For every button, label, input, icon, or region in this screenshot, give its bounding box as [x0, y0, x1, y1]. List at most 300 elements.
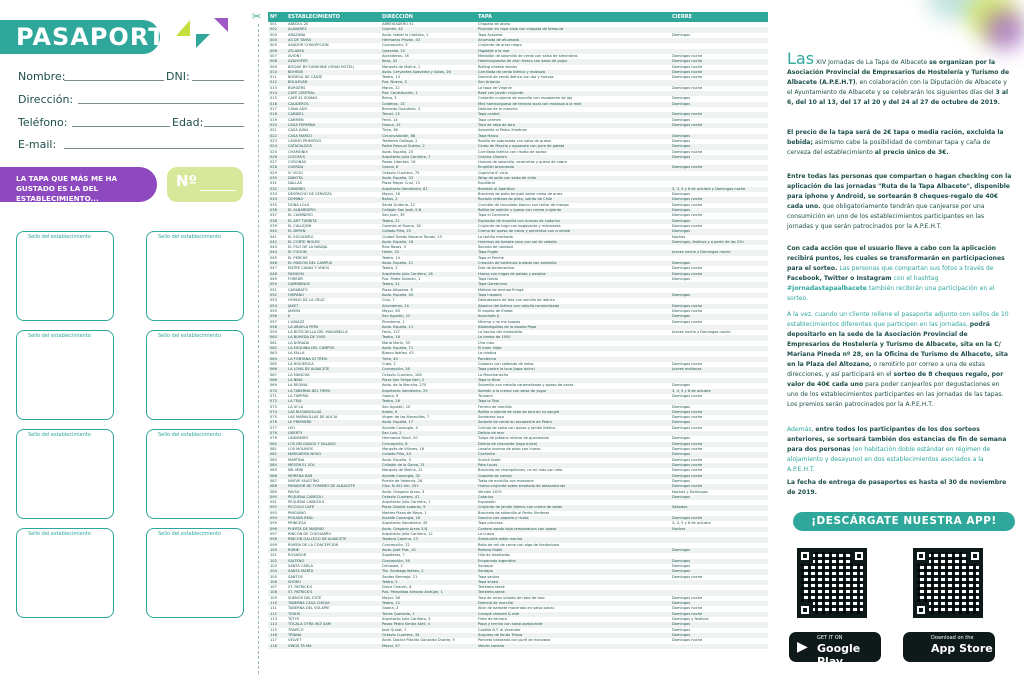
cell-establishment: ARAZANA	[288, 32, 306, 37]
seal-box[interactable]	[16, 330, 114, 420]
cell-establishment: LINDMEIRO	[288, 436, 309, 441]
cell-tapa: Volcán canario	[478, 643, 505, 648]
cell-tapa: Rodillo de sobrasada con salsa de queso	[478, 138, 551, 143]
cell-number: 019	[270, 117, 277, 122]
cell-address: Octavio Cuartero, 34	[382, 632, 420, 637]
cell-tapa: El espeto de Eneba	[478, 308, 513, 313]
seal-label: Sello del establecimiento	[28, 234, 91, 240]
cell-tapa: Crema de queso de cabra y pimientos con crumble	[478, 229, 570, 234]
cell-closing: Domingos noche	[672, 611, 703, 616]
cell-establishment: AZAHOFÉR	[288, 59, 308, 64]
cell-number: 037	[270, 213, 277, 218]
cell-closing: Domingos noche	[672, 425, 703, 430]
cell-establishment: DAKOTA	[288, 176, 303, 181]
cell-address: San Agustín, 12	[382, 314, 411, 319]
cell-address: Concepción, 26	[382, 558, 410, 563]
cell-establishment: ATLANTA	[288, 48, 304, 53]
cell-tapa: Tapa la Nina	[478, 377, 500, 382]
decorative-triangle	[214, 18, 228, 32]
cell-number: 012	[270, 80, 277, 85]
cell-establishment: L'ARIAZZ	[288, 319, 305, 324]
cell-tapa: Tapa Marco	[478, 133, 499, 138]
cell-establishment: VINOS TA MA	[288, 643, 312, 648]
cell-number: 032	[270, 186, 277, 191]
cell-number: 025	[270, 149, 277, 154]
cell-tapa: Tapa la Teja	[478, 399, 499, 404]
cell-tapa: Rosé con jamón crujiente	[478, 91, 524, 96]
cell-address: Ctra. N-301 km. 251	[382, 484, 419, 489]
cell-tapa: Gancho con papada y ricota	[478, 516, 529, 521]
cell-establishment: CARMEN	[288, 117, 304, 122]
cell-tapa: Una más	[478, 340, 494, 345]
cell-number: 084	[270, 462, 277, 467]
cell-address: Alcanderos, 16	[382, 53, 409, 58]
cell-establishment: NUEVE FAUSTINO	[288, 478, 320, 483]
cell-establishment: LE PREMIERE	[288, 420, 312, 425]
cell-tapa: Tarteleta-steak	[478, 585, 505, 590]
cell-tapa: Ferrero de morcilla	[478, 404, 512, 409]
cell-tapa: Tapa Gambrinus	[478, 282, 508, 287]
cell-closing: Jueves mañanas	[672, 367, 702, 372]
info-panel	[787, 0, 1024, 685]
cell-closing: Domingos noche	[672, 69, 703, 74]
cell-closing: Domingos noche	[672, 362, 703, 366]
seal-box[interactable]	[16, 231, 114, 321]
cell-tapa: La tortilla mechada	[478, 234, 513, 239]
cell-tapa: Brocheta de solomillo al Pedro Ximénez	[478, 510, 550, 515]
intro-rest: XIV Jornadas de La Tapa de Albacete	[816, 59, 928, 66]
cell-number: 001	[270, 22, 277, 26]
cell-address: Hermanos Falcó, 20	[382, 436, 418, 441]
seal-box[interactable]	[146, 231, 244, 321]
cell-address: Arquitecto Julio Carrilero, 12	[382, 532, 433, 536]
cell-establishment: ST. PATRICK'S	[288, 590, 313, 595]
header-address: DIRECCIÓN	[382, 14, 413, 20]
seal-box[interactable]	[16, 528, 114, 618]
cell-tapa: Dominó de cerdo ibérico con ibo y huevos	[478, 75, 554, 80]
cell-number: 056	[270, 314, 277, 319]
cell-tapa: Panceta braseada con puré de manzana	[478, 638, 551, 643]
cell-address: Arquitecto Vandelvira, 61	[382, 186, 428, 191]
cell-closing: Jueves noche y Domingos noche	[672, 250, 731, 255]
cell-address: Carmen, 42	[382, 27, 403, 32]
cell-number: 078	[270, 431, 277, 436]
price-unit: al precio único de 3€.	[874, 149, 949, 156]
cell-establishment: CASA FERMINA	[288, 122, 316, 127]
cell-address: Teatro, 12	[382, 601, 400, 606]
cell-tapa: Rolling cheese stones	[478, 64, 517, 69]
cell-tapa: La mística	[478, 351, 497, 356]
cell-number: 065	[270, 362, 277, 366]
cell-number: 061	[270, 340, 277, 345]
cell-address: San Juan, 39	[382, 213, 405, 218]
cell-closing: Domingos noche	[672, 473, 703, 478]
cell-number: 083	[270, 457, 277, 462]
cell-number: 072	[270, 399, 277, 404]
seals-text3: para poder canjearlos por degustaciones en uno de los establecimientos participantes en las jornadas de las tapas. Los premios serán patrocinados por la A.P.E.H.T.	[787, 381, 1004, 408]
cell-address: Cuba, 2	[382, 362, 396, 366]
seal-label: Sello del establecimiento	[158, 333, 221, 339]
cell-number: 024	[270, 144, 277, 149]
cell-tapa: Brocheta de pollo teriyaki sobre cama de arroz	[478, 192, 563, 196]
cell-address: Hellín, 25	[382, 250, 400, 255]
cell-address: Marzo, 22	[382, 85, 400, 90]
cell-address: Padre Pascual Suárez, 2	[382, 144, 425, 149]
cell-tapa: Flete de ternera	[478, 617, 507, 621]
share-tail: también recibirán una participación en el sorteo.	[787, 285, 995, 302]
cell-establishment: TABERNA CASA CHIQUI	[288, 601, 330, 606]
cell-establishment: TEDHS	[288, 611, 301, 616]
cell-address: Teatro, 26	[382, 399, 400, 404]
cell-address: Arquitecto Julio Carrilero, 7	[382, 154, 431, 159]
cell-number: 041	[270, 234, 277, 239]
cell-address: Paseo Pedro Simón Abril, 4	[382, 622, 431, 627]
share-social: Facebook, Twitter o Instagram	[787, 275, 892, 282]
cell-number: 073	[270, 404, 277, 409]
cell-establishment: LA DORADA	[288, 340, 310, 345]
cell-tapa: Suspiros de fondo Triana	[478, 632, 523, 637]
cell-tapa: La bocina del madubella	[478, 330, 523, 335]
cell-establishment: TOCALA OTRA VEZ SAM	[288, 622, 331, 627]
cell-closing: Domingos, festivos y a partir de las 22h	[672, 239, 744, 244]
cell-closing: Domingos noche	[672, 223, 703, 228]
cell-tapa: Atún de barbate macerado en salsa ponzu	[478, 606, 555, 611]
cell-tapa: Ahumado de ahumado	[478, 37, 519, 42]
seal-box[interactable]	[146, 330, 244, 420]
cell-number: 044	[270, 250, 277, 255]
cell-address: Marqués de Villores, 16	[382, 447, 425, 451]
cell-tapa: Chapata de otoño	[478, 22, 511, 26]
cell-number: 074	[270, 409, 277, 414]
cell-establishment: POSADA REAL	[288, 516, 314, 521]
cell-address: Concepción, 6	[382, 441, 408, 446]
cell-address: Arquitecto Vandelvira, 29	[382, 388, 428, 393]
cell-address: Teatro, 5	[382, 579, 398, 584]
cell-closing: Domingos	[672, 101, 691, 106]
cell-address: Bernedo Guardiola, 3	[382, 107, 421, 111]
cell-number: 068	[270, 377, 277, 382]
cell-establishment: MESÓN EL SOL	[288, 462, 315, 467]
cell-establishment: TRAPICO	[288, 627, 304, 632]
cell-establishment: EL ART TURBITA	[288, 218, 317, 223]
cell-establishment: LA BÚHEDA DE 1950	[288, 335, 326, 340]
cell-closing: Domingos noche	[672, 319, 703, 324]
cell-number: 087	[270, 478, 277, 483]
qr-eye	[913, 602, 929, 618]
cell-number: 020	[270, 122, 277, 127]
cell-tapa: Cordero asado baja temperatura con queso	[478, 526, 557, 531]
cell-tapa: Albóndiguillas de la abuela Pepa	[478, 324, 537, 329]
seal-label: Sello del establecimiento	[158, 234, 221, 240]
cell-address: Alcalde Conangla, 18	[382, 516, 421, 521]
cell-number: 047	[270, 266, 277, 271]
cell-establishment: SANTA MARTA	[288, 569, 314, 574]
seal-box[interactable]	[146, 528, 244, 618]
cell-tapa: Crumble de chocolate blanco con tartar de mango	[478, 202, 569, 207]
share-hash-pre: con el hashtag	[893, 275, 939, 282]
qr-eye	[851, 548, 867, 564]
decorative-triangle	[176, 20, 190, 36]
price-paragraph	[787, 128, 1012, 158]
cell-establishment: LEO	[288, 425, 296, 430]
cell-establishment: TETYS	[288, 617, 300, 621]
cell-tapa: Zamburiña estilo marina	[478, 537, 523, 542]
cell-tapa: Brocheta de champiñones, no mi más con velo	[478, 468, 563, 473]
cell-closing: Domingos noche	[672, 271, 703, 276]
cell-number: 057	[270, 319, 277, 324]
google-play-big: Google Play	[817, 642, 861, 668]
cell-tapa: Versión 2019	[478, 489, 502, 494]
cell-tapa: Tapa Fogón	[478, 250, 499, 255]
cell-address: Avda. Gregorio Arcos, 3	[382, 489, 425, 494]
cell-establishment: DOMINO	[288, 197, 304, 202]
cell-number: 009	[270, 64, 277, 69]
cell-tapa: Lasaña inversa de pisto con huevo	[478, 447, 541, 451]
cell-address: Gaona, 3	[382, 606, 399, 611]
cell-tapa: Concha Cleofa's	[478, 154, 507, 159]
cell-address: Arquitecto Vandelvira, 45	[382, 521, 428, 526]
watercolor-blob	[985, 10, 1024, 50]
cell-establishment: RINCÓN DE CHICHARRO	[288, 532, 332, 536]
decorative-triangle	[196, 34, 210, 48]
cell-number: 023	[270, 138, 277, 143]
cell-address: Plaza San Felipe Neri, 2	[382, 377, 425, 382]
cell-tapa: Mollete de anchoa Pringá	[478, 287, 524, 292]
cell-tapa: Creación de tubérculo trufado con solomillo	[478, 261, 557, 266]
cell-number: 082	[270, 452, 277, 457]
cell-address: Marqués de Molins, 12	[382, 468, 423, 473]
cell-address: Torres Quevedo, 1	[382, 611, 415, 616]
cell-closing: Domingos	[672, 569, 691, 574]
address-label: Dirección:	[18, 93, 74, 106]
cell-establishment: PEQUEÑA CABEZA I	[288, 494, 324, 499]
cell-address: Plaza Mayor Cruz, 13	[382, 181, 420, 186]
cell-establishment: GARABATO	[288, 287, 308, 292]
cell-tapa: Cerdo de Mezcla y aguacate con pure de patata	[478, 144, 565, 149]
cell-tapa: Sorbete de cerdo en escabeche de Pedro	[478, 420, 552, 425]
cell-tapa: Cartuja de salsa con queso y jamón ibérico	[478, 425, 556, 430]
cell-number: 097	[270, 532, 277, 536]
cell-tapa: Santapa	[478, 563, 493, 568]
cell-tapa: Higaldije a la mar	[478, 48, 510, 53]
number-line	[200, 190, 236, 191]
cell-number: 098	[270, 537, 277, 542]
cell-establishment: FOREDR	[288, 277, 303, 281]
cell-closing: Noches	[672, 234, 686, 239]
cell-address: Teodoro Camino, 13	[382, 537, 418, 542]
cell-address: Alcanderos, 14	[382, 303, 409, 308]
qr-code-icon[interactable]	[797, 548, 867, 618]
share-paragraph	[787, 244, 1012, 304]
cell-tapa: Tulipa de plátano relleno de guacamole	[478, 436, 549, 441]
cell-address: Teatro, 21	[382, 218, 400, 223]
cell-tapa: Wrap de pollo con salsa de chile	[478, 176, 536, 181]
cell-establishment: EL PERCHE	[288, 255, 308, 260]
cell-address: Avda. Gregorio Arcos 3-N	[382, 526, 428, 531]
cell-establishment: SHOKO	[288, 579, 301, 584]
cell-number: 106	[270, 579, 277, 584]
table-row	[268, 644, 768, 649]
google-play-button[interactable]	[789, 632, 881, 668]
table-body	[268, 22, 768, 649]
cell-number: 063	[270, 351, 277, 356]
cell-establishment: BOHEDE	[288, 69, 304, 74]
cell-tapa: Expresión	[478, 500, 496, 505]
header-establishment: ESTABLECIMIENTO	[288, 14, 340, 20]
cell-closing: Domingos noche	[672, 75, 703, 80]
cell-closing: Domingos noche	[672, 266, 703, 271]
cell-number: 030	[270, 176, 277, 181]
cell-closing: Domingos noche	[672, 516, 703, 521]
intro-dates: 3 al 6, del 10 al 13, del 17 al 20 y del 24 al 27 de octubre de 2019.	[787, 89, 1009, 106]
cell-closing: Domingos	[672, 601, 691, 606]
cell-tapa: Salmón a la crema con salsa de yogur	[478, 388, 547, 393]
cell-number: 016	[270, 101, 277, 106]
cell-establishment: TABERNA DEL VOLAPIÉ	[288, 606, 330, 611]
cell-number: 043	[270, 245, 277, 250]
cell-number: 022	[270, 133, 277, 138]
cell-address: Alcalde Conangla, 4	[382, 425, 418, 430]
cell-establishment: ABEDUL 20	[288, 22, 309, 26]
cell-establishment: BISQUE BY SUNSHINE (GRAN HOTEL)	[288, 64, 355, 69]
cell-establishment: PARADOR DE TURISMO DE ALBACETE	[288, 484, 356, 489]
cell-number: 118	[270, 643, 277, 648]
cell-address: Hermanos Pinzón, 43	[382, 37, 421, 42]
cell-establishment: D' VICIO	[288, 170, 303, 175]
cell-establishment: CARDIEL	[288, 112, 304, 117]
cell-establishment: BURGERS	[288, 85, 306, 90]
cell-establishment: SUEÑOS DEL ESTE	[288, 595, 322, 600]
cell-tapa: Mínimo y no me toques	[478, 319, 521, 324]
cell-address: Avda. España, 45	[382, 292, 414, 297]
cell-address: Avda. España, 21	[382, 261, 414, 266]
cell-closing: Domingos	[672, 547, 691, 552]
cell-tapa: Empiñón bronceado	[478, 165, 514, 170]
cell-establishment: EL CORTE INGLÉS	[288, 239, 320, 244]
extra-text2: (en habitación doble estándar en régimen de alojamiento y desayuno) en dos establecimientos asociados a la A.P.E.H.T.	[787, 446, 991, 473]
cell-establishment: LA NINA	[288, 377, 303, 382]
cell-tapa: El buen hijito	[478, 346, 502, 351]
cell-tapa: Ponderina	[478, 356, 496, 361]
cell-establishment: EL DIPIEN	[288, 229, 306, 234]
cell-number: 103	[270, 563, 277, 568]
cell-closing: Domingos noche	[672, 303, 703, 308]
cell-tapa: Delicia de chocolate (tapa dulce)	[478, 441, 538, 446]
app-text: que obligatoriamente tendrán que canjearse por una consumición en uno de los establecimientos participantes en las jornadas y que serán patrocinados por la A.P.E.H.T.	[787, 203, 985, 230]
cell-number: 060	[270, 335, 277, 340]
cell-establishment: LA ABUELA PEPA	[288, 324, 319, 329]
cell-address: Octavio Cuartero, 41	[382, 494, 420, 499]
cell-address: Arquitecto Julio Carrilero, 3	[382, 617, 431, 621]
app-store-button[interactable]	[903, 632, 995, 662]
qr-code-icon[interactable]	[913, 548, 983, 618]
cell-tapa: Delicia de mar	[478, 431, 505, 436]
cell-address: Pinedrena, 1	[382, 319, 405, 324]
cell-number: 053	[270, 298, 277, 303]
number-label: Nº	[176, 172, 198, 190]
seal-box[interactable]	[146, 429, 244, 519]
cell-establishment: DALLAS	[288, 181, 302, 186]
cell-number: 113	[270, 617, 277, 621]
cell-closing: Domingos noche	[672, 441, 703, 446]
cell-tapa: Coqueta de conejo	[478, 473, 512, 478]
cell-tapa: Carrillada ibérica con risotto de queso	[478, 149, 547, 154]
cell-address: Avda. España, 18	[382, 239, 414, 244]
cell-tapa: Scotch Ibote	[478, 457, 501, 462]
cell-tapa: La tapa de Virginie	[478, 85, 512, 90]
cell-establishment: EL FILO DE LA NAVAJA	[288, 245, 328, 250]
cell-number: 045	[270, 255, 277, 260]
google-play-icon: ▶	[797, 639, 808, 655]
cell-establishment: HORNO DE LA CRUZ	[288, 298, 325, 303]
cell-number: 067	[270, 372, 277, 377]
price-text: asimismo cabe la posibilidad de combinar tapa y caña de cerveza del establecimiento	[787, 139, 991, 156]
cell-tapa: Mini hamburguesa de ternera local con mostaza a la miel	[478, 101, 582, 106]
cell-address: Avda. España, 3	[382, 457, 411, 462]
cell-closing: Domingos noche	[672, 197, 703, 202]
cell-establishment: HISPANO	[288, 292, 304, 297]
cell-address: Ormosea, 2	[382, 563, 403, 568]
cell-establishment: ENTRE CAÑAS Y VINOS	[288, 266, 330, 271]
cell-number: 102	[270, 558, 277, 563]
cell-establishment: CHAMONIX	[288, 149, 308, 154]
cell-number: 110	[270, 601, 277, 606]
cell-establishment: LOS DELGADOS Y SALADO	[288, 441, 336, 446]
cell-closing: Noches y Domingos	[672, 489, 708, 494]
cell-closing: Domingos	[672, 494, 691, 499]
seals-text2: o remitirlo por correo a una de estas direcciones, y así participará en el	[787, 361, 985, 378]
cell-establishment: LA TEJA	[288, 399, 302, 404]
cell-closing: 3, 4, 5 y 6 de octubre	[672, 388, 711, 393]
intro-paragraph	[787, 49, 1012, 108]
cell-number: 033	[270, 192, 277, 196]
cell-closing: Domingos	[672, 436, 691, 441]
cell-number: 014	[270, 91, 277, 96]
cell-establishment: AVIÓN I	[288, 53, 302, 58]
cell-closing: Domingos	[672, 563, 691, 568]
cell-establishment: FASHION	[288, 271, 304, 276]
seal-box[interactable]	[16, 429, 114, 519]
cell-establishment: CASINO PRIMITIVO	[288, 138, 322, 143]
cell-number: 117	[270, 638, 277, 643]
cell-tapa: Sacarto de navidad	[478, 245, 513, 250]
cell-tapa: Huevo con migas de patata y patatas	[478, 271, 546, 276]
cell-establishment: LA TABERNA DEL TIRPA	[288, 388, 330, 393]
cell-address: Santa Quiteria, 22	[382, 202, 415, 207]
cell-establishment: EL RINCÓN DEL CAMPUS	[288, 261, 333, 266]
age-label: Edad:	[172, 116, 204, 129]
seals-bold: podrá depositarlo en la sede de la Asociación Provincial de Empresarios de Hostelería y Turismo de Albacete, sita en la C/ Mariana Pineda nº 28, en la Oficina de Turismo de Albacete, sita en la Plaza del Altozano,	[787, 321, 1008, 368]
cell-number: 048	[270, 271, 277, 276]
cell-establishment: DESPACHO DE CERVEZA	[288, 192, 332, 196]
cell-address: Avda. España, 20	[382, 149, 414, 154]
qr-eye	[797, 548, 813, 564]
cell-number: 007	[270, 53, 277, 58]
cell-address: Octavio Cuartero, 75	[382, 170, 420, 175]
cell-establishment: AS DE TAPAS	[288, 37, 312, 42]
cell-tapa: Dúo de berberechos	[478, 266, 515, 271]
cell-number: 100	[270, 547, 277, 552]
cell-number: 055	[270, 308, 277, 313]
cell-number: 075	[270, 415, 277, 420]
cell-number: 031	[270, 181, 277, 186]
cell-number: 026	[270, 154, 277, 159]
cell-tapa: Canapé cheviee & ride	[478, 611, 519, 616]
cell-closing: Domingos noche	[672, 122, 703, 127]
price-bold: El precio de la tapa será de 2€ tapa o media ración, excluida la bebida;	[787, 129, 1004, 146]
cell-address: Concepción, 22	[382, 542, 410, 547]
cell-number: 008	[270, 59, 277, 64]
